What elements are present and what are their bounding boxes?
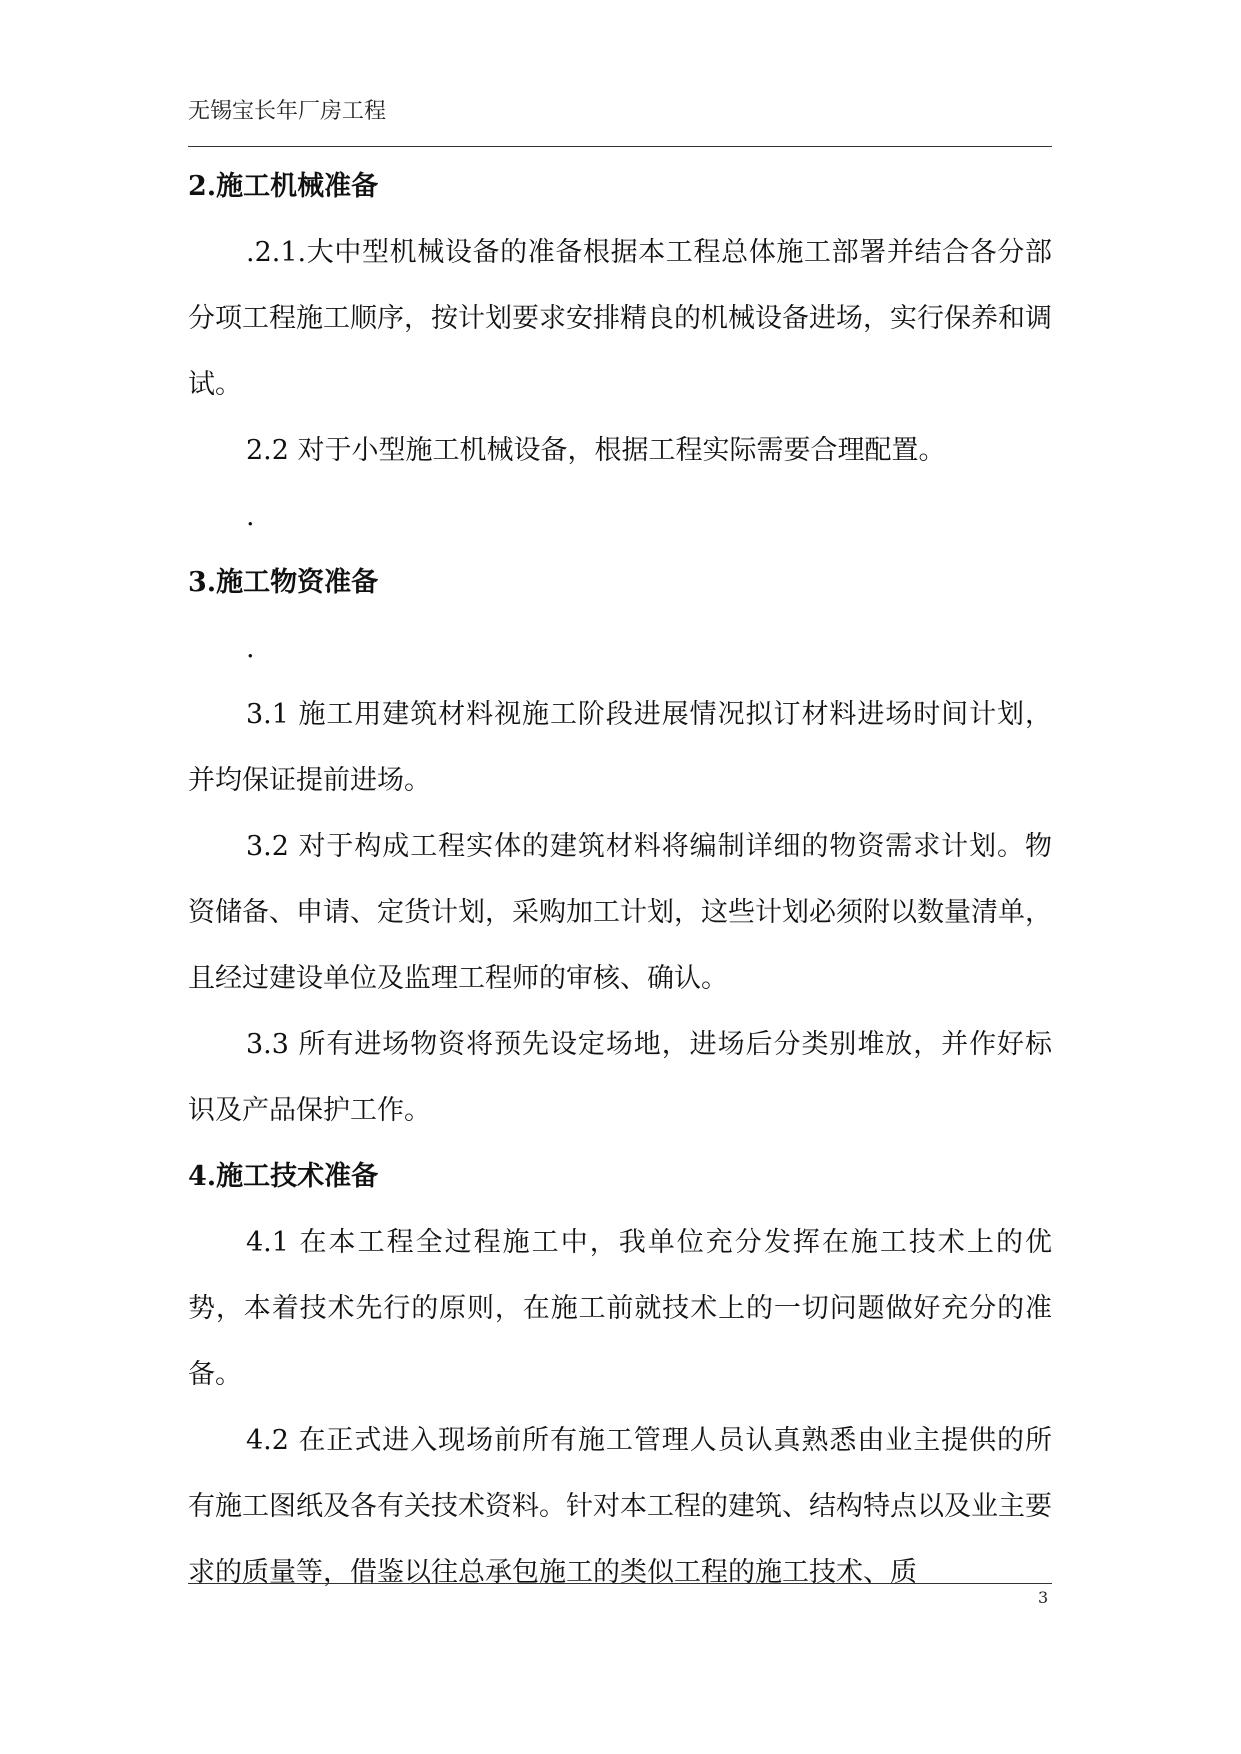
page-number: 3 [1038, 1588, 1049, 1607]
section-2-paragraph-1: .2.1.大中型机械设备的准备根据本工程总体施工部署并结合各分部分项工程施工顺序，按计划要求安排精良的机械设备进场，实行保养和调试。 [188, 237, 1052, 400]
section-3-paragraph-2: 3.2 对于构成工程实体的建筑材料将编制详细的物资需求计划。物资储备、申请、定货计划，采购加工计划，这些计划必须附以数量清单，且经过建设单位及监理工程师的审核、确认。 [188, 831, 1052, 994]
section-2-paragraph-2: 2.2 对于小型施工机械设备，根据工程实际需要合理配置。 [246, 435, 946, 466]
section-4-heading: 4.施工技术准备 [188, 1161, 379, 1192]
section-2-dot: . [246, 501, 255, 532]
page-header-title: 无锡宝长年厂房工程 [188, 99, 387, 124]
section-3-paragraph-3: 3.3 所有进场物资将预先设定场地，进场后分类别堆放，并作好标识及产品保护工作。 [188, 1029, 1052, 1126]
footer-divider [188, 1583, 1052, 1584]
section-3-paragraph-1: 3.1 施工用建筑材料视施工阶段进展情况拟订材料进场时间计划，并均保证提前进场。 [188, 699, 1052, 796]
header-divider [188, 146, 1052, 147]
section-4-paragraph-2: 4.2 在正式进入现场前所有施工管理人员认真熟悉由业主提供的所有施工图纸及各有关技术资料。针对本工程的建筑、结构特点以及业主要求的质量等，借鉴以往总承包施工的类似工程的施工技术、质 [188, 1425, 1052, 1588]
document-body [188, 154, 1052, 1606]
section-2-heading: 2.施工机械准备 [188, 171, 379, 202]
section-3-dot: . [246, 633, 255, 664]
section-4-paragraph-1: 4.1 在本工程全过程施工中，我单位充分发挥在施工技术上的优势，本着技术先行的原则，在施工前就技术上的一切问题做好充分的准备。 [188, 1227, 1052, 1390]
section-3-heading: 3.施工物资准备 [188, 567, 379, 598]
